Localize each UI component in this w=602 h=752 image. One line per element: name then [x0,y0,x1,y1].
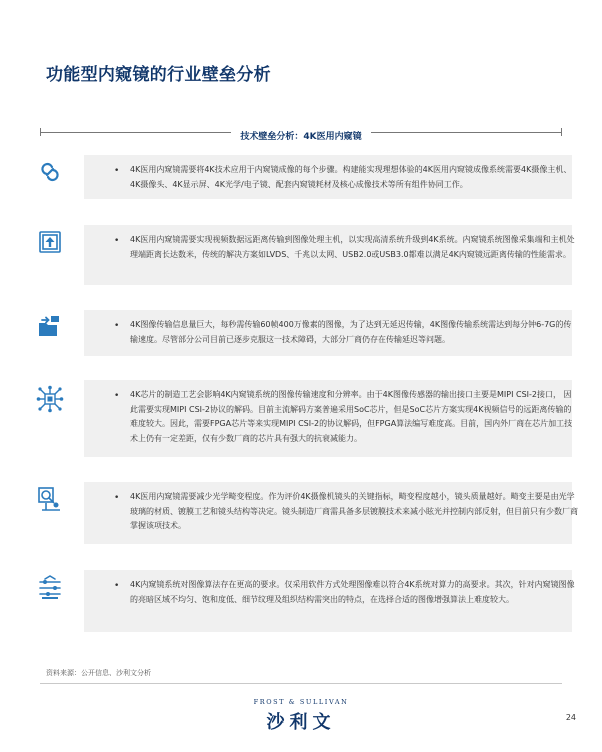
list-item [30,380,572,457]
topic-label: 技术壁垒分析：4K医用内窥镜 [231,132,370,142]
lens-inspection-icon [36,485,64,513]
item-text: 4K内窥镜系统对图像算法存在更高的要求。仅采用软件方式处理图像难以符合4K系统对算力的高要求。其次，针对内窥镜图像的亮暗区域不均匀、饱和度低、细节纹理及组织结构需突出的特点，在选择合适的图像增强算法上难度较大。 [130,580,575,604]
footer-divider [40,683,562,684]
source-note: 资料来源：公开信息、沙利文分析 [46,669,151,677]
list-item [30,225,575,285]
chip-network-icon [36,385,64,413]
item-text: 4K图像传输信息量巨大，每秒需传输60帧400万像素的图像，为了达到无延迟传输，4K图像传输系统需达到每分钟6-7G的传输速度。尽管部分公司目前已逐步克服这一技术障碍，大部分厂商仍存在传输延迟等问题。 [130,320,572,344]
list-item [30,482,578,544]
bullet: • [114,236,120,246]
bullet: • [114,581,120,591]
brand-english: FROST & SULLIVAN [253,698,349,706]
page-number: 24 [565,713,576,722]
bullet: • [114,391,120,401]
brand-logo: 沙利文 [266,712,336,733]
item-text: 4K医用内窥镜需要将4K技术应用于内窥镜成像的每个步骤。构建能实现理想体验的4K医用内窥镜成像系统需要4K摄像主机、4K摄像头、4K显示屏、4K光学/电子镜、配套内窥镜耗材及核心成像技术等所有组件协同工作。 [130,165,572,189]
algorithm-icon [36,573,64,601]
folder-transfer-icon [36,313,64,341]
bullet: • [114,166,120,176]
link-icon [36,158,64,186]
list-item [30,570,575,632]
list-item [30,310,572,356]
bullet: • [114,321,120,331]
topic-header [0,124,602,143]
bullet: • [114,493,120,503]
upload-icon [36,228,64,256]
item-text: 4K芯片的制造工艺会影响4K内窥镜系统的图像传输速度和分辨率。由于4K图像传感器的输出接口主要是MIPI CSI-2接口， 因此需要实现MIPI CSI-2协议的解码。目前主流解码方案普遍采用SoC芯片，但是SoC芯片方案实现4K视频信号的远距离传输的难度较大。因此，需要FPGA芯片等来实现MIPI CSI-2的协议解码，但FPGA算法编写难度高。目前，国内外厂商在芯片加工技术上仍有一定差距，仅有少数厂商的芯片具有强大的抗衰减能力。 [130,390,573,443]
item-text: 4K医用内窥镜需要实现视频数据远距离传输到图像处理主机，以实现高清系统升级到4K系统。内窥镜系统图像采集端和主机处理端距离长达数米，传统的解决方案如LVDS、千兆以太网、USB2.0或USB3.0都难以满足4K内窥镜远距离传输的性能需求。 [130,235,575,259]
item-text: 4K医用内窥镜需要减少光学畸变程度。作为评价4K摄像机镜头的关键指标，畸变程度越小，镜头质量越好。畸变主要是由光学玻璃的材质、镀膜工艺和镜头结构等决定。镜头制造厂商需具备多层镀膜技术来减小眩光并控制内部反射，但目前只有少数厂商掌握该项技术。 [130,492,578,531]
page-title: 功能型内窥镜的行业壁垒分析 [46,65,271,85]
list-item [30,155,572,199]
